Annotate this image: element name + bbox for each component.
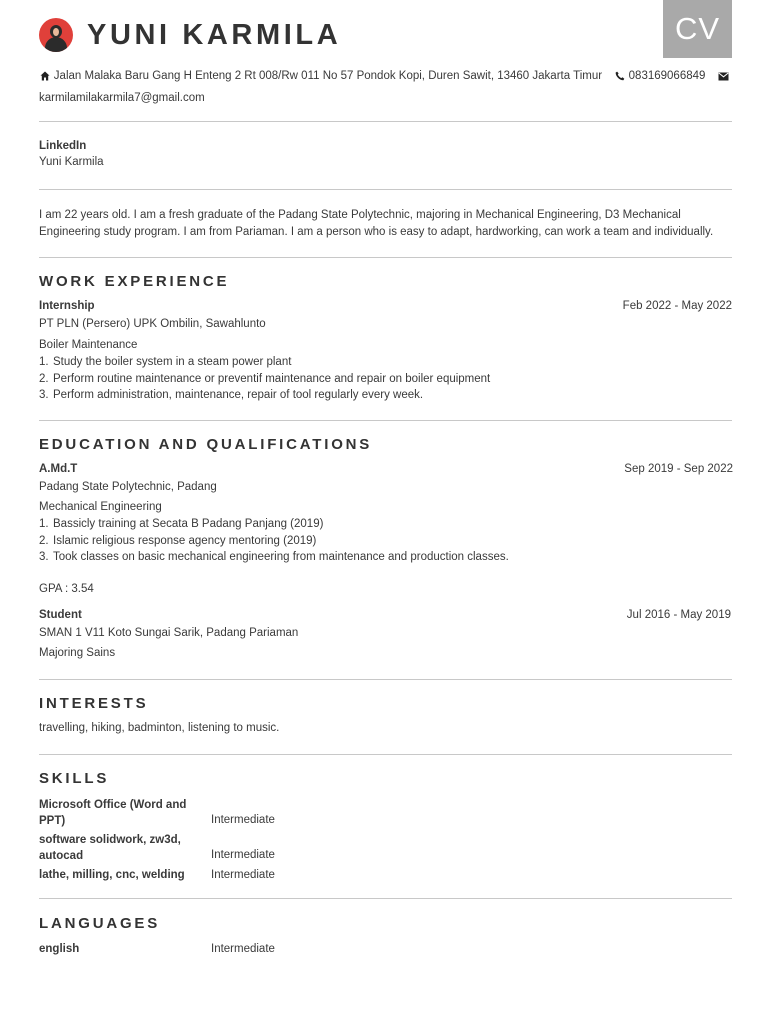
- education-dates: Jul 2016 - May 2019: [626, 609, 731, 621]
- avatar: [39, 18, 73, 52]
- home-icon: [39, 70, 51, 82]
- summary-text: I am 22 years old. I am a fresh graduate of the Padang State Polytechnic, majoring in Mechanical Engineering, D3 Mechanical Engineering study program. I am from Pariaman. I am a person who is easy to adapt, hardworking, can work a team and individually.: [39, 209, 714, 238]
- phone-icon: [614, 70, 626, 82]
- skill-name: lathe, milling, cnc, welding: [39, 869, 185, 881]
- education-dates: Sep 2019 - Sep 2022: [624, 463, 733, 475]
- skills-heading: SKILLS: [39, 770, 110, 787]
- list-item: 1. Bassicly training at Secata B Padang Panjang (2019): [39, 518, 324, 530]
- skill-level: Intermediate: [211, 814, 275, 826]
- list-item: 2. Perform routine maintenance or preventif maintenance and repair on boiler equipment: [39, 372, 491, 385]
- education-degree: Student: [39, 609, 82, 621]
- interests-text: travelling, hiking, badminton, listening to music.: [39, 722, 280, 734]
- skill-name: Microsoft Office (Word and PPT): [39, 799, 187, 827]
- divider: [39, 257, 732, 258]
- list-item: 3. Took classes on basic mechanical engineering from maintenance and production classes.: [39, 551, 509, 563]
- education-degree: A.Md.T: [39, 463, 78, 475]
- divider: [39, 679, 732, 680]
- education-subtitle: Mechanical Engineering: [39, 501, 162, 513]
- cv-badge: CV: [663, 0, 732, 58]
- language-row: [39, 941, 439, 957]
- skill-name: software solidwork, zw3d, autocad: [39, 834, 181, 862]
- education-subtitle: Majoring Sains: [39, 647, 116, 659]
- interests-heading: INTERESTS: [39, 695, 149, 712]
- work-points-list: [39, 354, 490, 404]
- divider: [39, 121, 732, 122]
- work-subtitle: Boiler Maintenance: [39, 339, 138, 351]
- work-role: Internship: [39, 300, 95, 312]
- divider: [39, 754, 732, 755]
- email-text[interactable]: karmilamilakarmila7@gmail.com: [39, 92, 205, 104]
- languages-heading: LANGUAGES: [39, 915, 161, 932]
- skill-row: [39, 867, 439, 883]
- candidate-name: YUNI KARMILA: [87, 18, 342, 51]
- divider: [39, 898, 732, 899]
- work-experience-heading: WORK EXPERIENCE: [39, 273, 230, 290]
- language-level: Intermediate: [211, 943, 275, 955]
- skill-row: [39, 832, 439, 864]
- list-item: 2. Islamic religious response agency mentoring (2019): [39, 534, 317, 547]
- list-item: 3. Perform administration, maintenance, repair of tool regularly every week.: [39, 389, 424, 401]
- email-icon: [717, 70, 729, 82]
- work-org: PT PLN (Persero) UPK Ombilin, Sawahlunto: [39, 318, 266, 330]
- language-name: english: [39, 943, 80, 955]
- divider: [39, 189, 732, 190]
- education-org: SMAN 1 V11 Koto Sungai Sarik, Padang Pariaman: [39, 627, 299, 639]
- work-dates: Feb 2022 - May 2022: [622, 300, 732, 312]
- gpa-text: GPA : 3.54: [39, 583, 94, 595]
- education-org: Padang State Polytechnic, Padang: [39, 481, 217, 493]
- education-heading: EDUCATION AND QUALIFICATIONS: [39, 436, 373, 453]
- skill-level: Intermediate: [211, 869, 275, 881]
- header: [39, 17, 341, 53]
- phone-text: 083169066849: [628, 70, 706, 82]
- list-item: 1. Study the boiler system in a steam power plant: [39, 356, 292, 368]
- skill-row: [39, 797, 439, 829]
- divider: [39, 420, 732, 421]
- contact-block: [39, 65, 732, 109]
- education-points-list: [39, 516, 509, 566]
- address-text: Jalan Malaka Baru Gang H Enteng 2 Rt 008/Rw 011 No 57 Pondok Kopi, Duren Sawit, 13460 Jakarta Timur: [53, 70, 603, 82]
- linkedin-value[interactable]: Yuni Karmila: [39, 156, 104, 168]
- linkedin-label: LinkedIn: [39, 140, 87, 152]
- skill-level: Intermediate: [211, 849, 275, 861]
